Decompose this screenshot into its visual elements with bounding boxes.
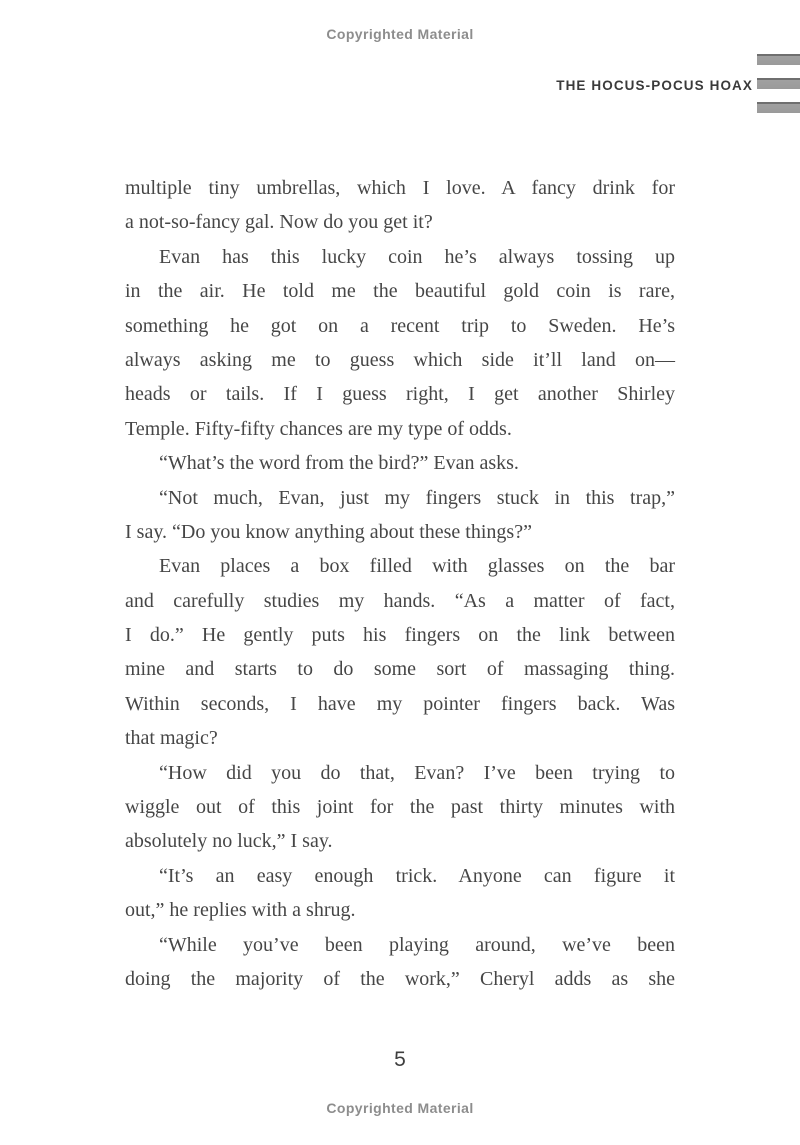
text-line: I do.” He gently puts his fingers on the link between — [125, 624, 675, 647]
copyright-notice-bottom: Copyrighted Material — [326, 1100, 474, 1116]
text-line: “While you’ve been playing around, we’ve been — [159, 933, 675, 956]
text-line: heads or tails. If I guess right, I get another Shirley — [125, 383, 675, 406]
text-line: Evan places a box filled with glasses on the bar — [159, 555, 675, 578]
text-line: a not-so-fancy gal. Now do you get it? — [125, 211, 433, 234]
text-line: Evan has this lucky coin he’s always tossing up — [159, 245, 675, 268]
text-line: something he got on a recent trip to Sweden. He’s — [125, 314, 675, 337]
body-text — [125, 171, 675, 996]
paragraph — [125, 859, 675, 928]
text-line: mine and starts to do some sort of massaging thing. — [125, 658, 675, 681]
text-line: “Not much, Evan, just my fingers stuck in this trap,” — [159, 486, 675, 509]
text-line: “What’s the word from the bird?” Evan asks. — [159, 452, 519, 475]
edge-bar-icon — [757, 102, 800, 113]
paragraph — [125, 171, 675, 240]
text-line: out,” he replies with a shrug. — [125, 899, 356, 922]
paragraph — [125, 549, 675, 755]
text-line: “It’s an easy enough trick. Anyone can figure it — [159, 864, 675, 887]
text-line: Within seconds, I have my pointer fingers back. Was — [125, 692, 675, 715]
text-line: that magic? — [125, 727, 218, 750]
text-line: I say. “Do you know anything about these things?” — [125, 520, 532, 543]
paragraph — [125, 756, 675, 859]
copyright-notice-top: Copyrighted Material — [326, 26, 474, 42]
text-line: doing the majority of the work,” Cheryl adds as she — [125, 967, 675, 990]
text-line: and carefully studies my hands. “As a matter of fact, — [125, 589, 675, 612]
text-line: multiple tiny umbrellas, which I love. A fancy drink for — [125, 177, 675, 199]
edge-bar-icon — [757, 78, 800, 89]
paragraph — [125, 928, 675, 997]
text-line: wiggle out of this joint for the past thirty minutes with — [125, 796, 675, 819]
text-line: in the air. He told me the beautiful gold coin is rare, — [125, 280, 675, 303]
page-edge-bars-icon — [757, 54, 800, 113]
running-header: THE HOCUS-POCUS HOAX — [556, 78, 753, 93]
paragraph — [125, 481, 675, 550]
page-number: 5 — [394, 1048, 406, 1071]
paragraph — [125, 446, 675, 480]
text-line: always asking me to guess which side it’ll land on— — [125, 348, 675, 371]
text-line: absolutely no luck,” I say. — [125, 830, 333, 853]
text-line: Temple. Fifty-fifty chances are my type of odds. — [125, 417, 512, 440]
paragraph — [125, 240, 675, 446]
text-line: “How did you do that, Evan? I’ve been trying to — [159, 761, 675, 784]
edge-bar-icon — [757, 54, 800, 65]
